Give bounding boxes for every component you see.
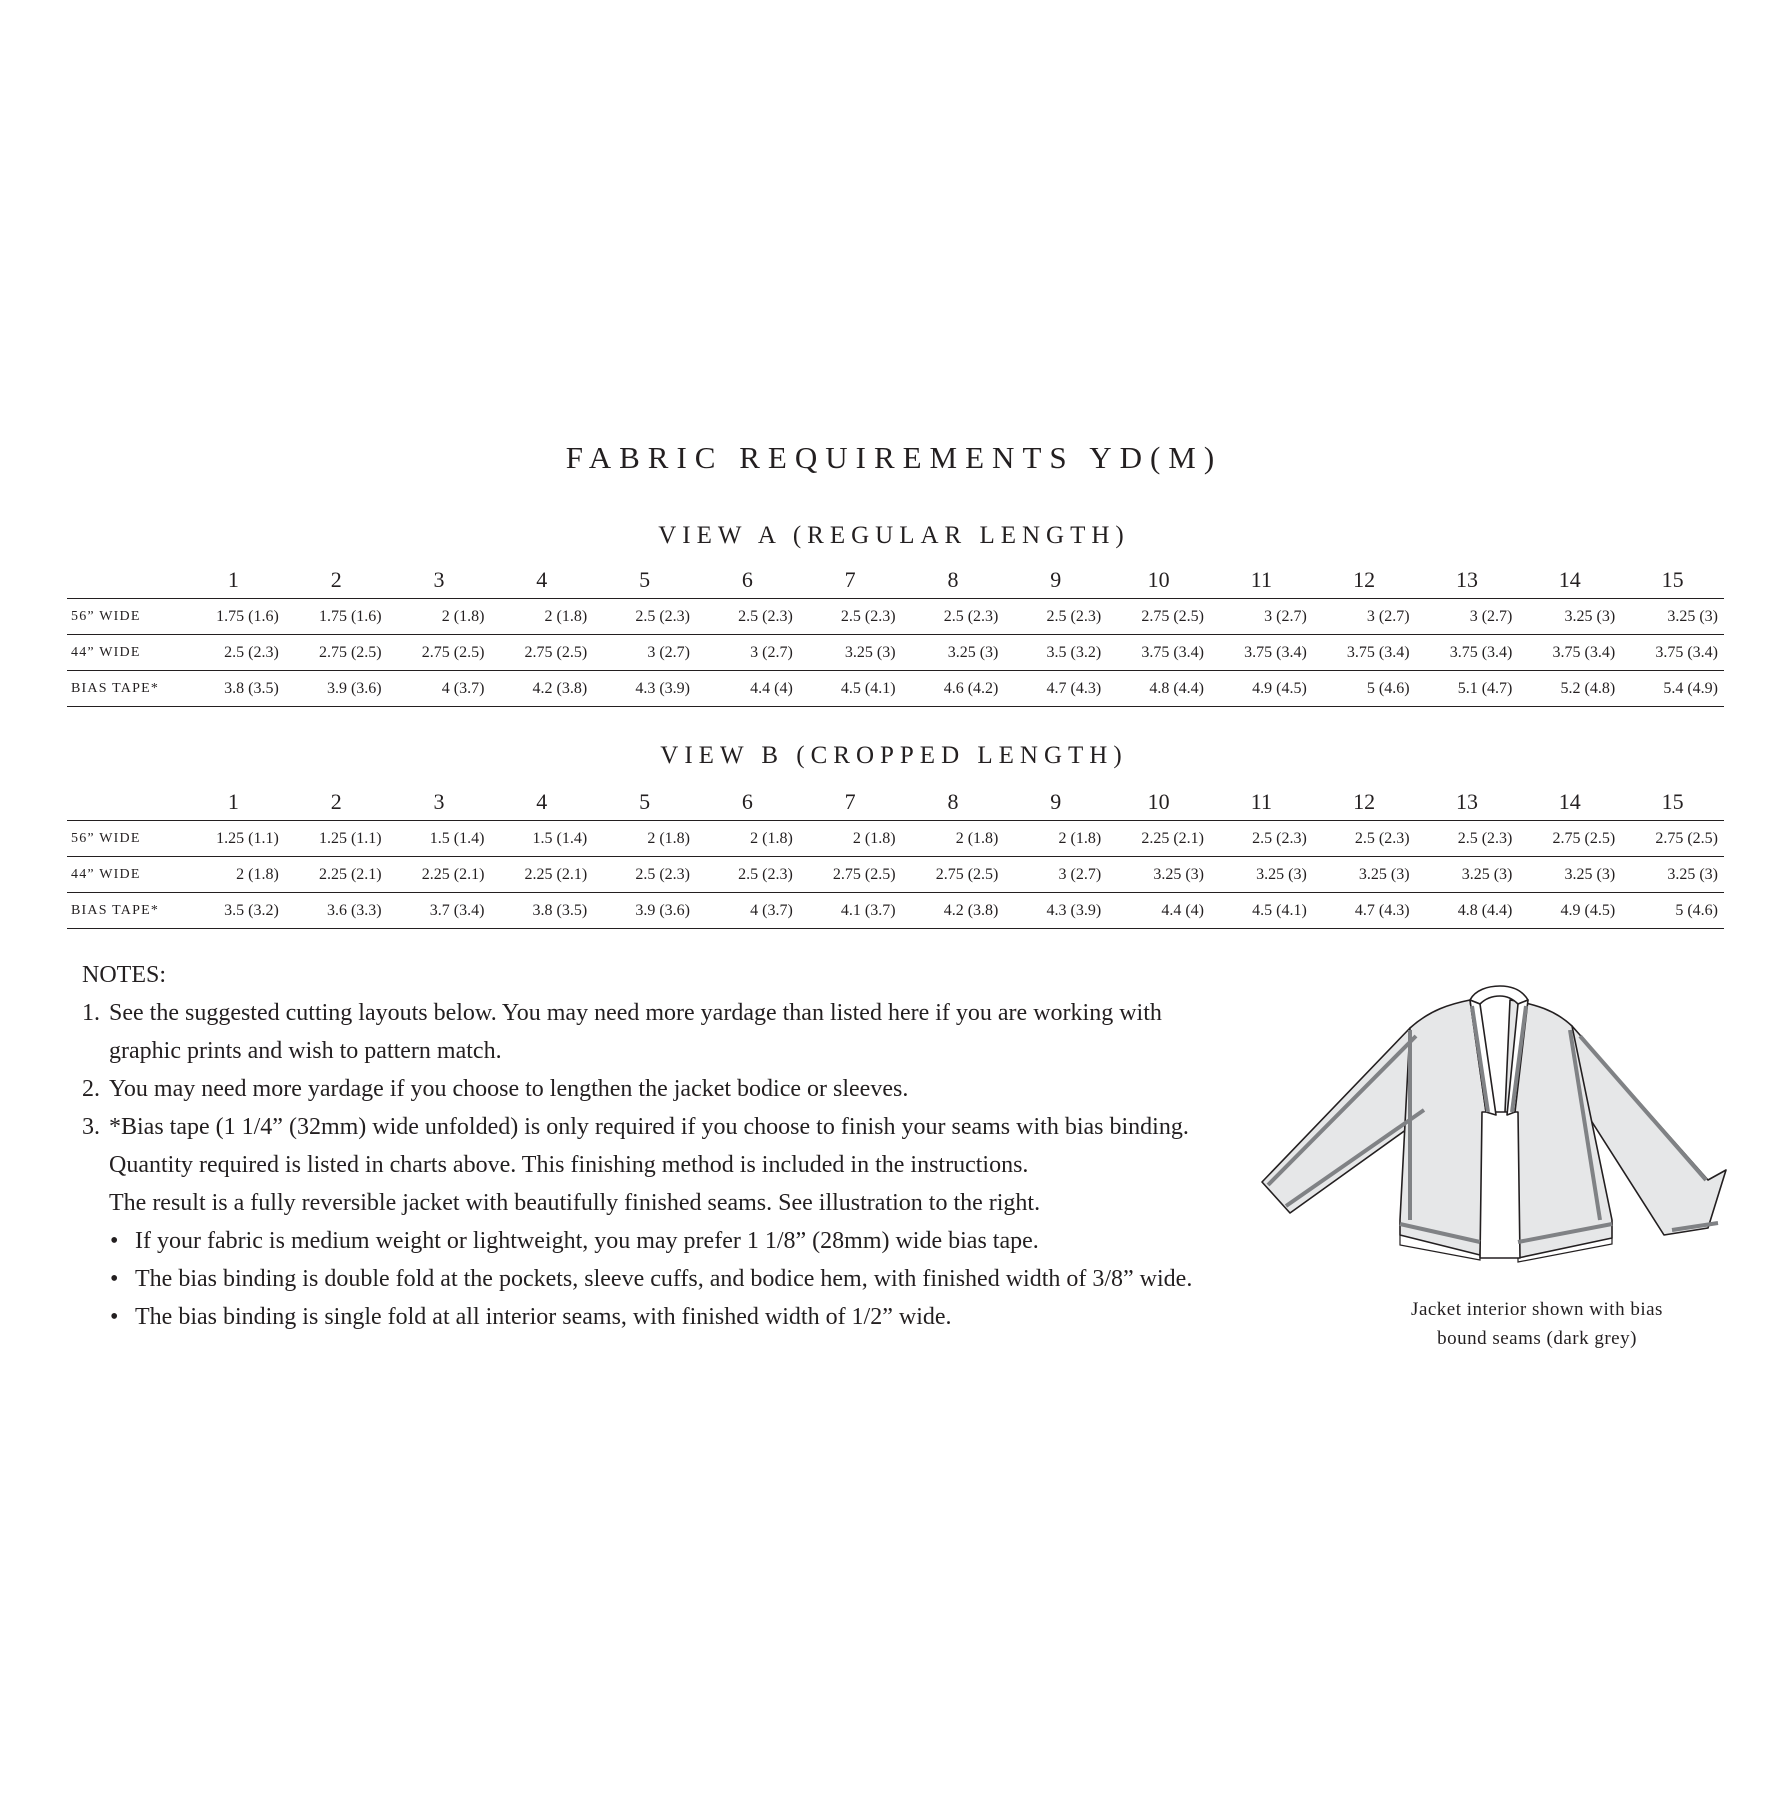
yardage-cell: 3.5 (3.2) (182, 893, 285, 929)
yardage-cell: 1.25 (1.1) (182, 821, 285, 857)
yardage-cell: 2.5 (2.3) (182, 635, 285, 671)
table-row (67, 821, 1724, 857)
yardage-cell: 2.5 (2.3) (696, 857, 799, 893)
yardage-cell: 3.75 (3.4) (1518, 635, 1621, 671)
view-b-table (67, 784, 1724, 929)
note-line: *Bias tape (1 1/4” (32mm) wide unfolded) is only required if you choose to finish your seams with bias binding. (109, 1114, 1189, 1140)
table-row (67, 857, 1724, 893)
yardage-cell: 3.8 (3.5) (182, 671, 285, 707)
yardage-cell: 4.7 (4.3) (1004, 671, 1107, 707)
size-header: 3 (433, 567, 445, 592)
size-header: 11 (1250, 789, 1272, 814)
yardage-cell: 2.5 (2.3) (593, 599, 696, 635)
note-number: 1. (82, 1000, 100, 1026)
yardage-cell: 4.5 (4.1) (799, 671, 902, 707)
size-header: 8 (947, 567, 959, 592)
yardage-cell: 3.75 (3.4) (1621, 635, 1724, 671)
yardage-cell: 2.25 (2.1) (1107, 821, 1210, 857)
size-header: 15 (1661, 789, 1684, 814)
yardage-cell: 4.7 (4.3) (1313, 893, 1416, 929)
row-label: 44” WIDE (67, 635, 182, 671)
notes-heading: NOTES: (82, 962, 166, 988)
size-header-row (67, 562, 1724, 599)
size-header: 14 (1558, 789, 1581, 814)
yardage-cell: 4.1 (3.7) (799, 893, 902, 929)
note-bullet (82, 1298, 1282, 1336)
yardage-cell: 3.75 (3.4) (1107, 635, 1210, 671)
size-header: 10 (1147, 789, 1170, 814)
row-label: BIAS TAPE* (67, 671, 182, 707)
yardage-cell: 5.2 (4.8) (1518, 671, 1621, 707)
size-header: 2 (330, 789, 342, 814)
yardage-cell: 3.25 (3) (1210, 857, 1313, 893)
yardage-cell: 3.25 (3) (799, 635, 902, 671)
size-header: 3 (433, 789, 445, 814)
note-item (82, 1070, 1282, 1108)
yardage-cell: 2.5 (2.3) (696, 599, 799, 635)
yardage-cell: 1.75 (1.6) (182, 599, 285, 635)
yardage-cell: 2 (1.8) (593, 821, 696, 857)
yardage-cell: 4.3 (3.9) (593, 671, 696, 707)
size-header: 13 (1455, 789, 1478, 814)
yardage-cell: 5.4 (4.9) (1621, 671, 1724, 707)
yardage-cell: 2.5 (2.3) (799, 599, 902, 635)
note-line: Quantity required is listed in charts above. This finishing method is included in the instructions. (109, 1152, 1029, 1178)
size-header: 12 (1353, 789, 1376, 814)
size-header: 11 (1250, 567, 1272, 592)
yardage-cell: 2.75 (2.5) (1518, 821, 1621, 857)
size-header-row (67, 784, 1724, 821)
yardage-cell: 2 (1.8) (490, 599, 593, 635)
yardage-cell: 3.25 (3) (1621, 599, 1724, 635)
size-header: 7 (844, 789, 856, 814)
size-header: 5 (639, 567, 651, 592)
yardage-cell: 1.5 (1.4) (490, 821, 593, 857)
size-header: 6 (741, 567, 753, 592)
size-header: 13 (1455, 567, 1478, 592)
yardage-cell: 2.5 (2.3) (593, 857, 696, 893)
yardage-cell: 2 (1.8) (182, 857, 285, 893)
yardage-cell: 2.75 (2.5) (1107, 599, 1210, 635)
size-header: 1 (227, 567, 239, 592)
yardage-cell: 4.2 (3.8) (902, 893, 1005, 929)
row-label: 56” WIDE (67, 821, 182, 857)
size-header: 4 (536, 789, 548, 814)
note-line: See the suggested cutting layouts below. You may need more yardage than listed here if you are working with (109, 1000, 1162, 1026)
table-row (67, 893, 1724, 929)
note-line: You may need more yardage if you choose to lengthen the jacket bodice or sleeves. (109, 1076, 909, 1102)
yardage-cell: 2 (1.8) (799, 821, 902, 857)
yardage-cell: 2.25 (2.1) (285, 857, 388, 893)
yardage-cell: 3 (2.7) (1004, 857, 1107, 893)
yardage-cell: 3.25 (3) (1416, 857, 1519, 893)
yardage-cell: 3.25 (3) (1107, 857, 1210, 893)
table-row (67, 635, 1724, 671)
yardage-cell: 4 (3.7) (696, 893, 799, 929)
yardage-cell: 1.25 (1.1) (285, 821, 388, 857)
bullet-text: The bias binding is single fold at all interior seams, with finished width of 1/2” wide. (135, 1304, 952, 1330)
size-header: 12 (1353, 567, 1376, 592)
yardage-cell: 3.6 (3.3) (285, 893, 388, 929)
yardage-cell: 5 (4.6) (1621, 893, 1724, 929)
note-item (82, 994, 1282, 1070)
size-header: 4 (536, 567, 548, 592)
size-header: 2 (330, 567, 342, 592)
view-a-table (67, 562, 1724, 707)
note-line: graphic prints and wish to pattern match. (109, 1038, 502, 1064)
corner-cell (67, 784, 182, 821)
yardage-cell: 2 (1.8) (902, 821, 1005, 857)
yardage-cell: 1.5 (1.4) (388, 821, 491, 857)
size-header: 10 (1147, 567, 1170, 592)
table-row (67, 671, 1724, 707)
note-bullet (82, 1222, 1282, 1260)
bullet-icon: • (110, 1266, 119, 1292)
yardage-cell: 4.3 (3.9) (1004, 893, 1107, 929)
yardage-cell: 5.1 (4.7) (1416, 671, 1519, 707)
yardage-cell: 2.75 (2.5) (388, 635, 491, 671)
yardage-cell: 3.25 (3) (1313, 857, 1416, 893)
yardage-cell: 3.25 (3) (1621, 857, 1724, 893)
yardage-cell: 4.4 (4) (1107, 893, 1210, 929)
yardage-cell: 3 (2.7) (696, 635, 799, 671)
yardage-cell: 4.8 (4.4) (1416, 893, 1519, 929)
yardage-cell: 2.75 (2.5) (799, 857, 902, 893)
yardage-cell: 3.7 (3.4) (388, 893, 491, 929)
note-line: The result is a fully reversible jacket with beautifully finished seams. See illustration to the right. (109, 1190, 1041, 1216)
yardage-cell: 4.9 (4.5) (1210, 671, 1313, 707)
yardage-cell: 4.8 (4.4) (1107, 671, 1210, 707)
yardage-cell: 2.75 (2.5) (285, 635, 388, 671)
size-header: 7 (844, 567, 856, 592)
row-label: BIAS TAPE* (67, 893, 182, 929)
yardage-cell: 3.9 (3.6) (285, 671, 388, 707)
table-row (67, 599, 1724, 635)
yardage-cell: 2 (1.8) (1004, 821, 1107, 857)
size-header: 5 (639, 789, 651, 814)
yardage-cell: 4 (3.7) (388, 671, 491, 707)
note-item (82, 1108, 1282, 1222)
yardage-cell: 2.5 (2.3) (1313, 821, 1416, 857)
bullet-text: If your fabric is medium weight or lightweight, you may prefer 1 1/8” (28mm) wide bias tape. (135, 1228, 1039, 1254)
size-header: 1 (227, 789, 239, 814)
yardage-cell: 3 (2.7) (593, 635, 696, 671)
yardage-cell: 3.75 (3.4) (1313, 635, 1416, 671)
size-header: 9 (1050, 789, 1062, 814)
row-label: 44” WIDE (67, 857, 182, 893)
caption-line: bound seams (dark grey) (1437, 1328, 1637, 1349)
yardage-cell: 3.25 (3) (1518, 857, 1621, 893)
yardage-cell: 4.4 (4) (696, 671, 799, 707)
yardage-cell: 2.5 (2.3) (1210, 821, 1313, 857)
yardage-cell: 2.75 (2.5) (490, 635, 593, 671)
row-label: 56” WIDE (67, 599, 182, 635)
bullet-icon: • (110, 1228, 119, 1254)
yardage-cell: 2.25 (2.1) (490, 857, 593, 893)
yardage-cell: 3.75 (3.4) (1416, 635, 1519, 671)
yardage-cell: 4.9 (4.5) (1518, 893, 1621, 929)
yardage-cell: 2.5 (2.3) (1004, 599, 1107, 635)
yardage-cell: 3 (2.7) (1313, 599, 1416, 635)
yardage-cell: 3.25 (3) (1518, 599, 1621, 635)
note-number: 2. (82, 1076, 100, 1102)
caption-line: Jacket interior shown with bias (1411, 1299, 1663, 1320)
page-title: FABRIC REQUIREMENTS YD(M) (565, 440, 1223, 475)
yardage-cell: 3.9 (3.6) (593, 893, 696, 929)
yardage-cell: 2.5 (2.3) (1416, 821, 1519, 857)
yardage-cell: 3 (2.7) (1416, 599, 1519, 635)
yardage-cell: 2 (1.8) (388, 599, 491, 635)
yardage-cell: 4.5 (4.1) (1210, 893, 1313, 929)
corner-cell (67, 562, 182, 599)
bullet-text: The bias binding is double fold at the pockets, sleeve cuffs, and bodice hem, with finished width of 3/8” wide. (135, 1266, 1193, 1292)
size-header: 14 (1558, 567, 1581, 592)
yardage-cell: 3 (2.7) (1210, 599, 1313, 635)
bullet-icon: • (110, 1304, 119, 1330)
size-header: 8 (947, 789, 959, 814)
yardage-cell: 4.6 (4.2) (902, 671, 1005, 707)
notes-section (82, 956, 1282, 1336)
yardage-cell: 2.25 (2.1) (388, 857, 491, 893)
yardage-cell: 2.75 (2.5) (902, 857, 1005, 893)
yardage-cell: 3.75 (3.4) (1210, 635, 1313, 671)
yardage-cell: 3.25 (3) (902, 635, 1005, 671)
view-a-title: VIEW A (REGULAR LENGTH) (658, 522, 1130, 549)
illustration-caption (1332, 1295, 1742, 1353)
size-header: 15 (1661, 567, 1684, 592)
note-bullet (82, 1260, 1282, 1298)
yardage-cell: 2.75 (2.5) (1621, 821, 1724, 857)
yardage-cell: 2.5 (2.3) (902, 599, 1005, 635)
view-b-title: VIEW B (CROPPED LENGTH) (660, 742, 1128, 769)
yardage-cell: 2 (1.8) (696, 821, 799, 857)
note-number: 3. (82, 1114, 100, 1140)
size-header: 6 (741, 789, 753, 814)
yardage-cell: 3.5 (3.2) (1004, 635, 1107, 671)
jacket-illustration-icon (1260, 980, 1740, 1300)
yardage-cell: 1.75 (1.6) (285, 599, 388, 635)
yardage-cell: 3.8 (3.5) (490, 893, 593, 929)
yardage-cell: 4.2 (3.8) (490, 671, 593, 707)
size-header: 9 (1050, 567, 1062, 592)
yardage-cell: 5 (4.6) (1313, 671, 1416, 707)
